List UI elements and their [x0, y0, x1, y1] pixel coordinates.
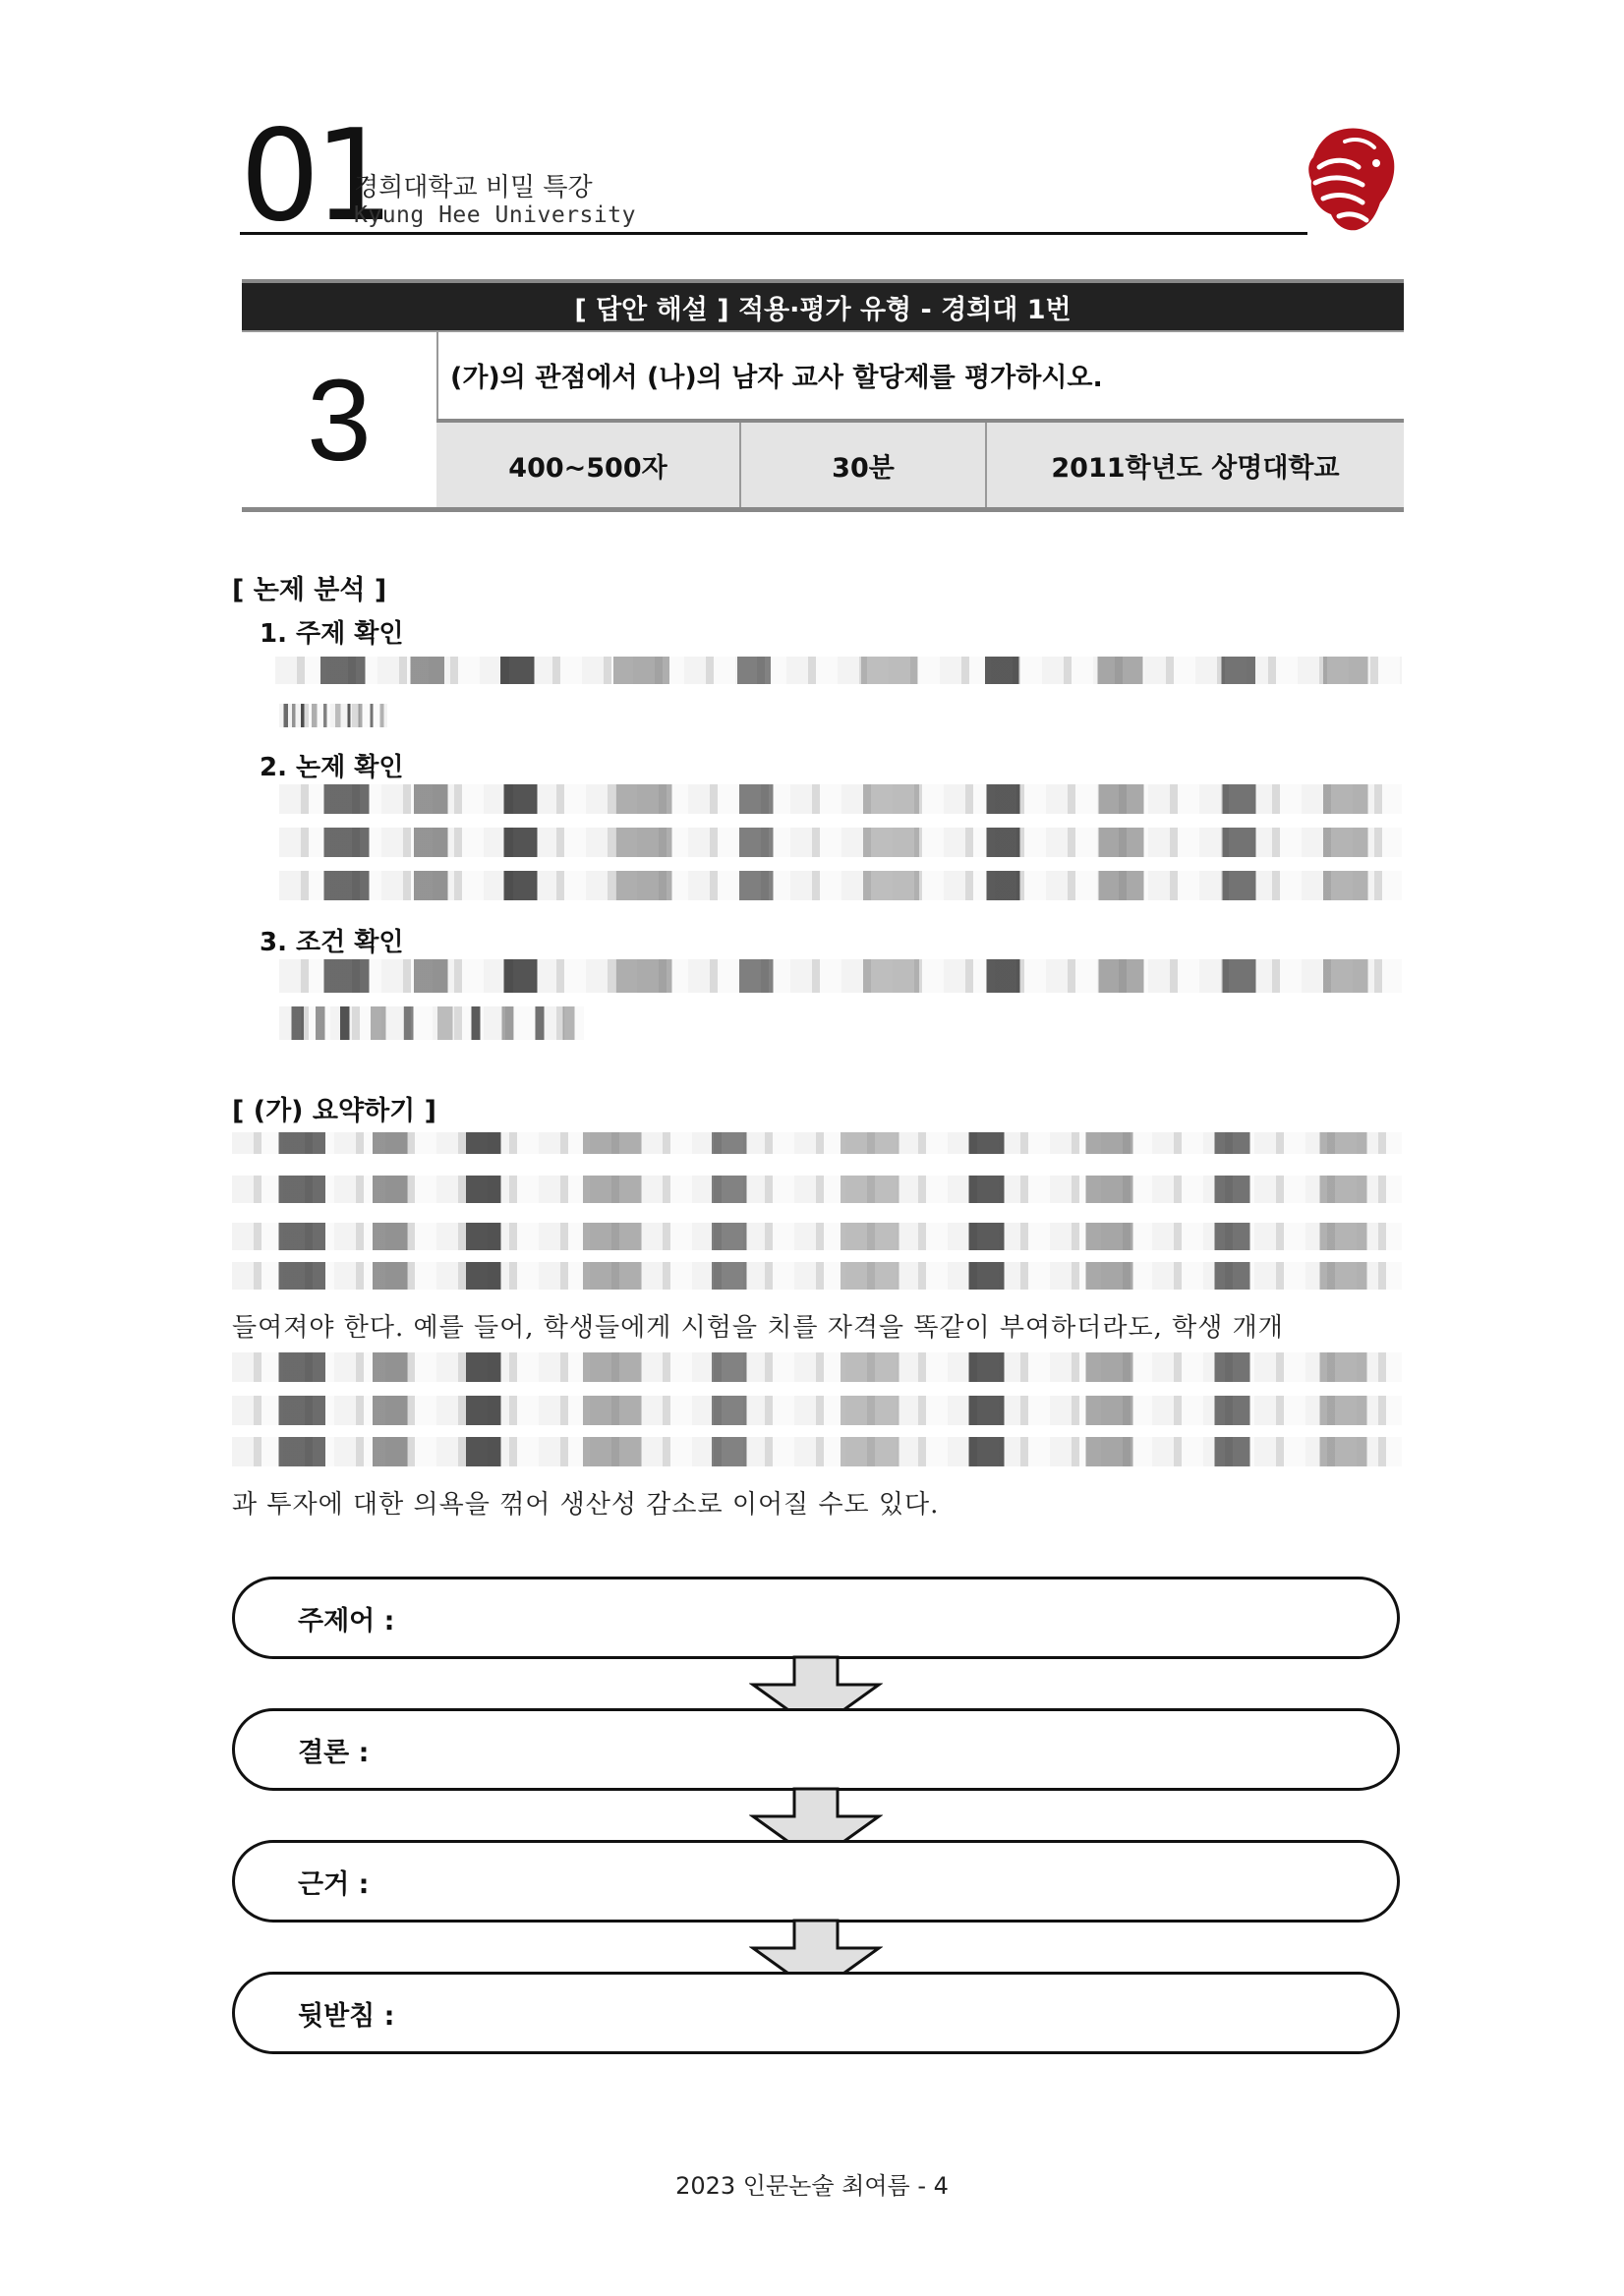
- analysis-item-label: 1. 주제 확인: [260, 619, 404, 649]
- outline-label: 결론 :: [298, 1737, 370, 1768]
- redacted-text: [232, 1223, 1402, 1250]
- redacted-text: [279, 871, 1402, 900]
- page-footer: 2023 인문논술 최여름 - 4: [675, 2172, 949, 2200]
- redacted-text: [279, 784, 1402, 814]
- outline-label: 근거 :: [298, 1868, 370, 1900]
- outline-label: 주제어 :: [298, 1605, 395, 1636]
- summary-line: 들여져야 한다. 예를 들어, 학생들에게 시험을 치를 자격을 똑같이 부여하더라도, 학생 개개: [232, 1313, 1284, 1343]
- redacted-text: [232, 1396, 1402, 1425]
- redacted-text: [279, 828, 1402, 857]
- redacted-text: [232, 1132, 1402, 1154]
- redacted-text: [279, 959, 1402, 993]
- redacted-text: [232, 1176, 1402, 1203]
- outline-label: 뒷받침 :: [298, 2000, 395, 2032]
- outline-box-reason: [232, 1840, 1400, 1923]
- question-number: 3: [307, 356, 372, 486]
- chapter-number: 01: [240, 103, 388, 250]
- redacted-text: [232, 1352, 1402, 1382]
- meta-source: 2011학년도 상명대학교: [1051, 452, 1340, 484]
- redacted-text: [279, 1006, 584, 1040]
- outline-box-conclusion: [232, 1708, 1400, 1791]
- analysis-item-label: 2. 논제 확인: [260, 753, 404, 782]
- header-subtitle: Kyung Hee University: [354, 202, 636, 228]
- summary-line: 과 투자에 대한 의욕을 꺾어 생산성 감소로 이어질 수도 있다.: [232, 1490, 940, 1520]
- redacted-text: [279, 704, 387, 727]
- outline-box-keyword: [232, 1577, 1400, 1659]
- analysis-title: [ 논제 분석 ]: [232, 575, 387, 605]
- question-meta: [436, 419, 1404, 507]
- redacted-text: [232, 1437, 1402, 1466]
- header-title: 경희대학교 비밀 특강: [354, 173, 593, 202]
- header-rule: [240, 232, 1307, 235]
- redacted-text: [232, 1262, 1402, 1290]
- question-text: (가)의 관점에서 (나)의 남자 교사 할당제를 평가하시오.: [450, 363, 1103, 393]
- problem-banner: [ 답안 해설 ] 적용·평가 유형 - 경희대 1번: [242, 279, 1404, 330]
- redacted-text: [275, 657, 1402, 684]
- divider: [242, 507, 1404, 512]
- meta-time: 30분: [741, 423, 987, 507]
- analysis-item-label: 3. 조건 확인: [260, 928, 404, 957]
- summary-title: [ (가) 요약하기 ]: [232, 1096, 436, 1126]
- outline-box-support: [232, 1972, 1400, 2054]
- divider: [242, 330, 1404, 332]
- lion-logo-icon: [1305, 124, 1396, 232]
- meta-length: 400~500자: [436, 423, 741, 507]
